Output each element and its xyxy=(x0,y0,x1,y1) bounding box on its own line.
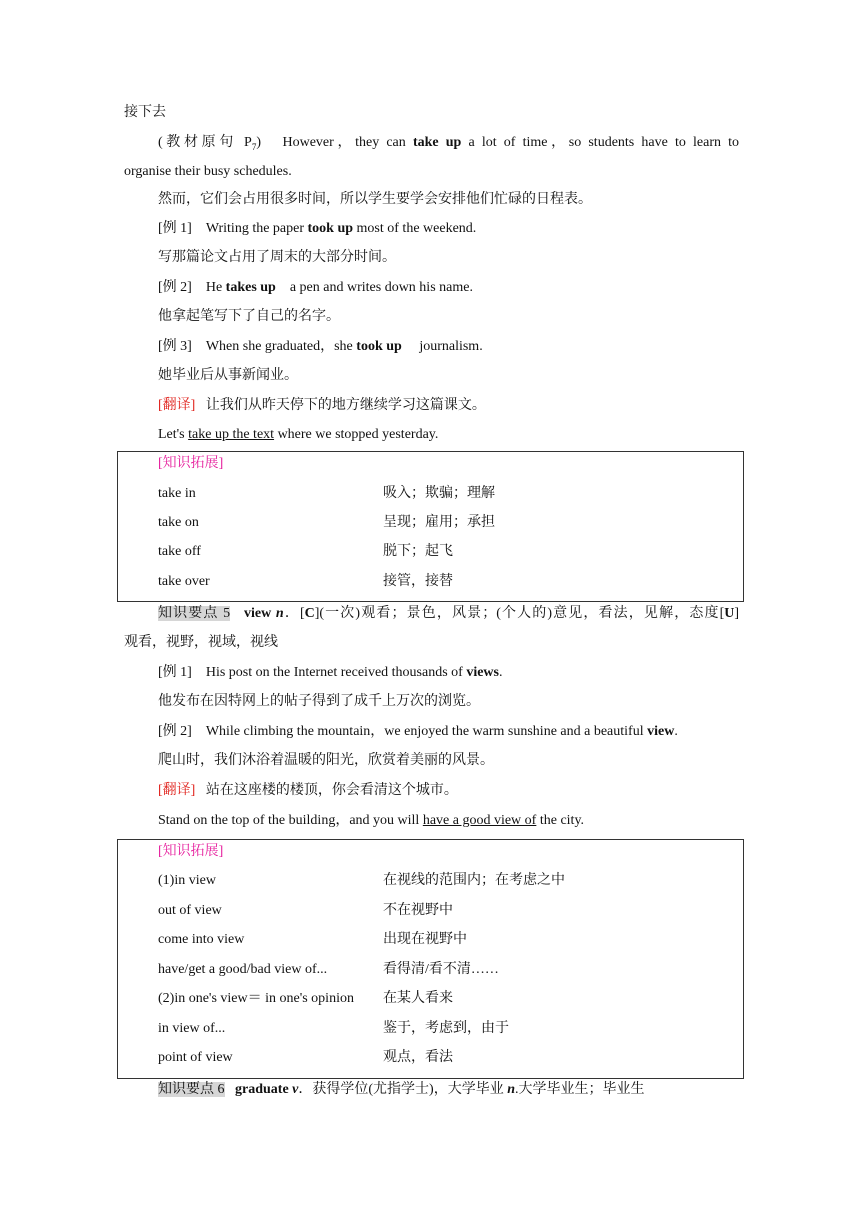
example-text: . xyxy=(499,665,503,680)
box-2-row-en: (2)in one's view＝ in one's opinion xyxy=(158,991,354,1006)
translation-cn: 让我们从昨天停下的地方继续学习这篇课文。 xyxy=(205,398,486,413)
definition-text: ．[ xyxy=(283,606,305,621)
box-2-title: [知识拓展] xyxy=(158,844,224,859)
example-text: Writing the paper xyxy=(205,221,308,236)
box-1-row-cn: 脱下；起飞 xyxy=(383,544,453,559)
box-2-row-en: have/get a good/bad view of... xyxy=(158,962,328,977)
part-of-speech: n xyxy=(507,1082,516,1097)
textbook-quote-cn: 然而，它们会占用很多时间，所以学生要学会安排他们忙碌的日程表。 xyxy=(158,192,592,207)
answer-text: Stand on the top of the building，and you will xyxy=(158,813,423,828)
view-translation-answer xyxy=(158,811,584,831)
key-word: graduate xyxy=(235,1082,289,1097)
box-2-row-cn: 在视线的范围内；在考虑之中 xyxy=(383,873,565,888)
quote-keyword: take up xyxy=(412,135,462,150)
box-2-row-cn: 在某人看来 xyxy=(383,991,453,1006)
example-text: His post on the Internet received thousands of xyxy=(205,665,467,680)
quote-page-sub: 7 xyxy=(251,141,257,152)
box-1-title: [知识拓展] xyxy=(158,456,224,471)
definition-text: .大学毕业生；毕业生 xyxy=(515,1082,645,1097)
example-text: While climbing the mountain，we enjoyed the warm sunshine and a beautiful xyxy=(205,724,648,739)
key-point-5 xyxy=(158,604,739,624)
uncountable-mark: U xyxy=(724,606,735,621)
box-1-row-en: take in xyxy=(158,486,196,501)
view-example-1-cn: 他发布在因特网上的帖子得到了成千上万次的浏览。 xyxy=(158,694,480,709)
view-translation-prompt xyxy=(158,781,458,801)
textbook-quote xyxy=(158,133,739,157)
example-text: He xyxy=(205,280,226,295)
part-of-speech: n xyxy=(275,606,284,621)
example-text: When she graduated，she xyxy=(205,339,357,354)
box-2-row-en: (1)in view xyxy=(158,873,216,888)
example-keyword: took up xyxy=(307,221,354,236)
answer-text: Let's xyxy=(158,427,189,442)
box-2-row-en: out of view xyxy=(158,903,222,918)
box-2-row-cn: 不在视野中 xyxy=(383,903,453,918)
part-of-speech: v xyxy=(292,1082,299,1097)
example-keyword: views xyxy=(466,665,499,680)
example-3 xyxy=(158,337,483,357)
box-1-row-cn: 呈现；雇用；承担 xyxy=(383,515,495,530)
definition-text: ．获得学位(尤指学士)，大学毕业 xyxy=(298,1082,508,1097)
box-1-row-en: take off xyxy=(158,544,201,559)
example-keyword: took up xyxy=(356,339,402,354)
box-2-row-cn: 观点，看法 xyxy=(383,1050,453,1065)
definition-text: ] xyxy=(734,606,740,621)
translation-label: [翻译] xyxy=(158,783,196,798)
view-example-2-cn: 爬山时，我们沐浴着温暖的阳光，欣赏着美丽的风景。 xyxy=(158,753,494,768)
example-keyword: view xyxy=(647,724,675,739)
example-text: journalism. xyxy=(415,339,483,354)
answer-text: the city. xyxy=(536,813,585,828)
view-example-2 xyxy=(158,722,678,742)
intro-tail: 接下去 xyxy=(124,105,166,120)
box-2-row-en: point of view xyxy=(158,1050,233,1065)
example-text: . xyxy=(674,724,678,739)
answer-underlined: have a good view of xyxy=(422,813,537,828)
box-2-row-cn: 出现在视野中 xyxy=(383,932,467,947)
example-text: a pen and writes down his name. xyxy=(286,280,473,295)
example-text: most of the weekend. xyxy=(353,221,477,236)
example-label: [例 2] xyxy=(158,724,192,739)
box-1-row-en: take over xyxy=(158,574,210,589)
box-2-row-en: come into view xyxy=(158,932,245,947)
translation-answer xyxy=(158,425,438,445)
key-point-5-cont: 观看，视野，视域，视线 xyxy=(124,635,278,650)
example-keyword: takes up xyxy=(225,280,276,295)
answer-text: where we stopped yesterday. xyxy=(274,427,439,442)
box-2-row-cn: 看得清/看不清…… xyxy=(383,962,499,977)
example-3-cn: 她毕业后从事新闻业。 xyxy=(158,368,298,383)
quote-source: (教材原句 P xyxy=(158,135,252,150)
box-1-row-cn: 接管，接替 xyxy=(383,574,453,589)
example-2 xyxy=(158,278,473,298)
example-label: [例 3] xyxy=(158,339,192,354)
example-1-cn: 写那篇论文占用了周末的大部分时间。 xyxy=(158,250,396,265)
example-1 xyxy=(158,219,476,239)
example-label: [例 1] xyxy=(158,665,192,680)
example-2-cn: 他拿起笔写下了自己的名字。 xyxy=(158,309,340,324)
countable-mark: C xyxy=(304,606,315,621)
quote-source-close: ) xyxy=(256,135,262,150)
translation-cn: 站在这座楼的楼顶，你会看清这个城市。 xyxy=(205,783,458,798)
example-label: [例 1] xyxy=(158,221,192,236)
answer-underlined: take up the text xyxy=(188,427,275,442)
example-label: [例 2] xyxy=(158,280,192,295)
translation-prompt xyxy=(158,396,486,416)
box-2-row-en: in view of... xyxy=(158,1021,226,1036)
key-point-tag: 知识要点 5 xyxy=(158,606,231,621)
box-1-row-en: take on xyxy=(158,515,199,530)
translation-label: [翻译] xyxy=(158,398,196,413)
key-word: view xyxy=(244,606,272,621)
quote-text-b: a lot of time，so students have to learn to xyxy=(461,135,740,150)
view-example-1 xyxy=(158,663,503,683)
quote-text-a: However，they can xyxy=(282,135,413,150)
key-point-6 xyxy=(158,1080,645,1100)
definition-text: ](一次)观看；景色，风景；(个人的)意见，看法，见解，态度[ xyxy=(314,606,725,621)
box-1-row-cn: 吸入；欺骗；理解 xyxy=(383,486,495,501)
key-point-tag: 知识要点 6 xyxy=(158,1082,225,1097)
box-2-row-cn: 鉴于，考虑到，由于 xyxy=(383,1021,509,1036)
textbook-quote-cont: organise their busy schedules. xyxy=(124,164,292,179)
